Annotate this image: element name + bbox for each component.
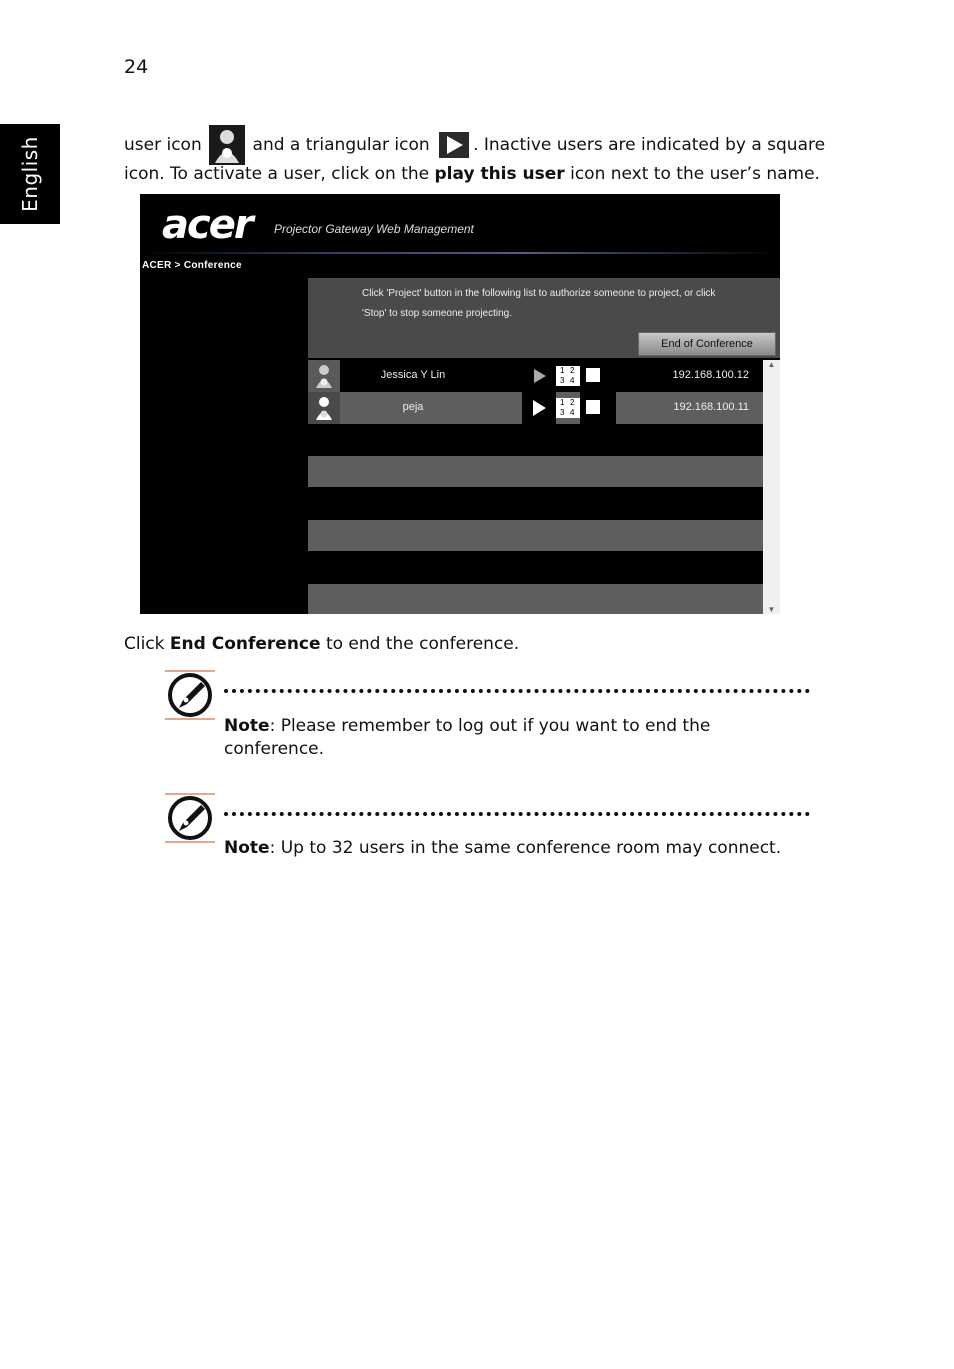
language-tab-label: English bbox=[18, 136, 42, 212]
note-1-line-1 bbox=[224, 714, 710, 738]
info-panel bbox=[308, 278, 780, 358]
note-pen-icon bbox=[165, 670, 215, 720]
user-icon bbox=[209, 125, 245, 165]
note-label: Note bbox=[224, 838, 270, 858]
play-icon bbox=[439, 132, 469, 158]
empty-row bbox=[308, 520, 763, 551]
grid-digit: 2 bbox=[570, 366, 575, 375]
intro-text: . Inactive users are indicated by a square bbox=[473, 135, 826, 155]
grid-digit: 1 bbox=[560, 366, 565, 375]
user-name: Jessica Y Lin bbox=[380, 369, 446, 381]
language-tab bbox=[0, 124, 60, 224]
user-avatar-icon bbox=[308, 360, 340, 392]
acer-logo: acer bbox=[162, 202, 252, 248]
play-user-icon[interactable] bbox=[522, 392, 556, 424]
intro-line-1 bbox=[124, 125, 825, 165]
grid-digit: 4 bbox=[570, 408, 575, 417]
user-row bbox=[308, 360, 763, 392]
info-text-1: Click 'Project' button in the following list to authorize someone to project, or click bbox=[362, 288, 716, 299]
intro-line-2 bbox=[124, 162, 820, 186]
note-text: : Up to 32 users in the same conference room may connect. bbox=[269, 838, 782, 858]
note-label: Note bbox=[224, 716, 270, 736]
intro-text: icon. To activate a user, click on the bbox=[124, 164, 430, 184]
grid-digit: 1 bbox=[560, 398, 565, 407]
note-divider bbox=[224, 812, 810, 816]
intro-text: icon next to the user’s name. bbox=[570, 164, 820, 184]
stop-user-icon[interactable] bbox=[586, 400, 600, 414]
page-number: 24 bbox=[124, 56, 149, 78]
stop-user-icon[interactable] bbox=[586, 368, 600, 382]
scroll-down-icon[interactable]: ▼ bbox=[767, 605, 776, 614]
play-user-icon[interactable] bbox=[522, 360, 556, 392]
grid-digit: 2 bbox=[570, 398, 575, 407]
user-row bbox=[308, 392, 763, 424]
user-ip: 192.168.100.11 bbox=[673, 401, 749, 413]
note-pen-icon bbox=[165, 793, 215, 843]
outro-text: Click bbox=[124, 634, 165, 654]
app-subtitle: Projector Gateway Web Management bbox=[274, 222, 474, 236]
outro-bold: End Conference bbox=[169, 634, 321, 654]
intro-text: and a triangular icon bbox=[252, 135, 430, 155]
scrollbar[interactable] bbox=[763, 360, 780, 614]
intro-text: user icon bbox=[124, 135, 202, 155]
outro-text: to end the conference. bbox=[325, 634, 520, 654]
breadcrumb: ACER > Conference bbox=[142, 260, 242, 271]
grid-digit: 3 bbox=[560, 408, 565, 417]
note-2-line-1 bbox=[224, 836, 781, 860]
user-name: peja bbox=[402, 401, 424, 413]
grid-split-icon[interactable] bbox=[556, 366, 580, 386]
info-text-2: 'Stop' to stop someone projecting. bbox=[362, 308, 513, 319]
empty-row bbox=[308, 456, 763, 487]
intro-bold: play this user bbox=[434, 164, 565, 184]
user-avatar-icon bbox=[308, 392, 340, 424]
empty-row bbox=[308, 584, 763, 614]
grid-split-icon[interactable] bbox=[556, 398, 580, 418]
note-1-line-2: conference. bbox=[224, 739, 325, 759]
grid-digit: 3 bbox=[560, 376, 565, 385]
header-divider bbox=[140, 252, 780, 254]
scroll-up-icon[interactable]: ▲ bbox=[767, 360, 776, 369]
outro-line bbox=[124, 632, 519, 656]
note-text: : Please remember to log out if you want to end the bbox=[269, 716, 711, 736]
grid-digit: 4 bbox=[570, 376, 575, 385]
user-ip: 192.168.100.12 bbox=[672, 369, 749, 381]
conference-screenshot bbox=[140, 194, 780, 614]
end-conference-button[interactable]: End of Conference bbox=[638, 332, 776, 356]
note-divider bbox=[224, 689, 810, 693]
